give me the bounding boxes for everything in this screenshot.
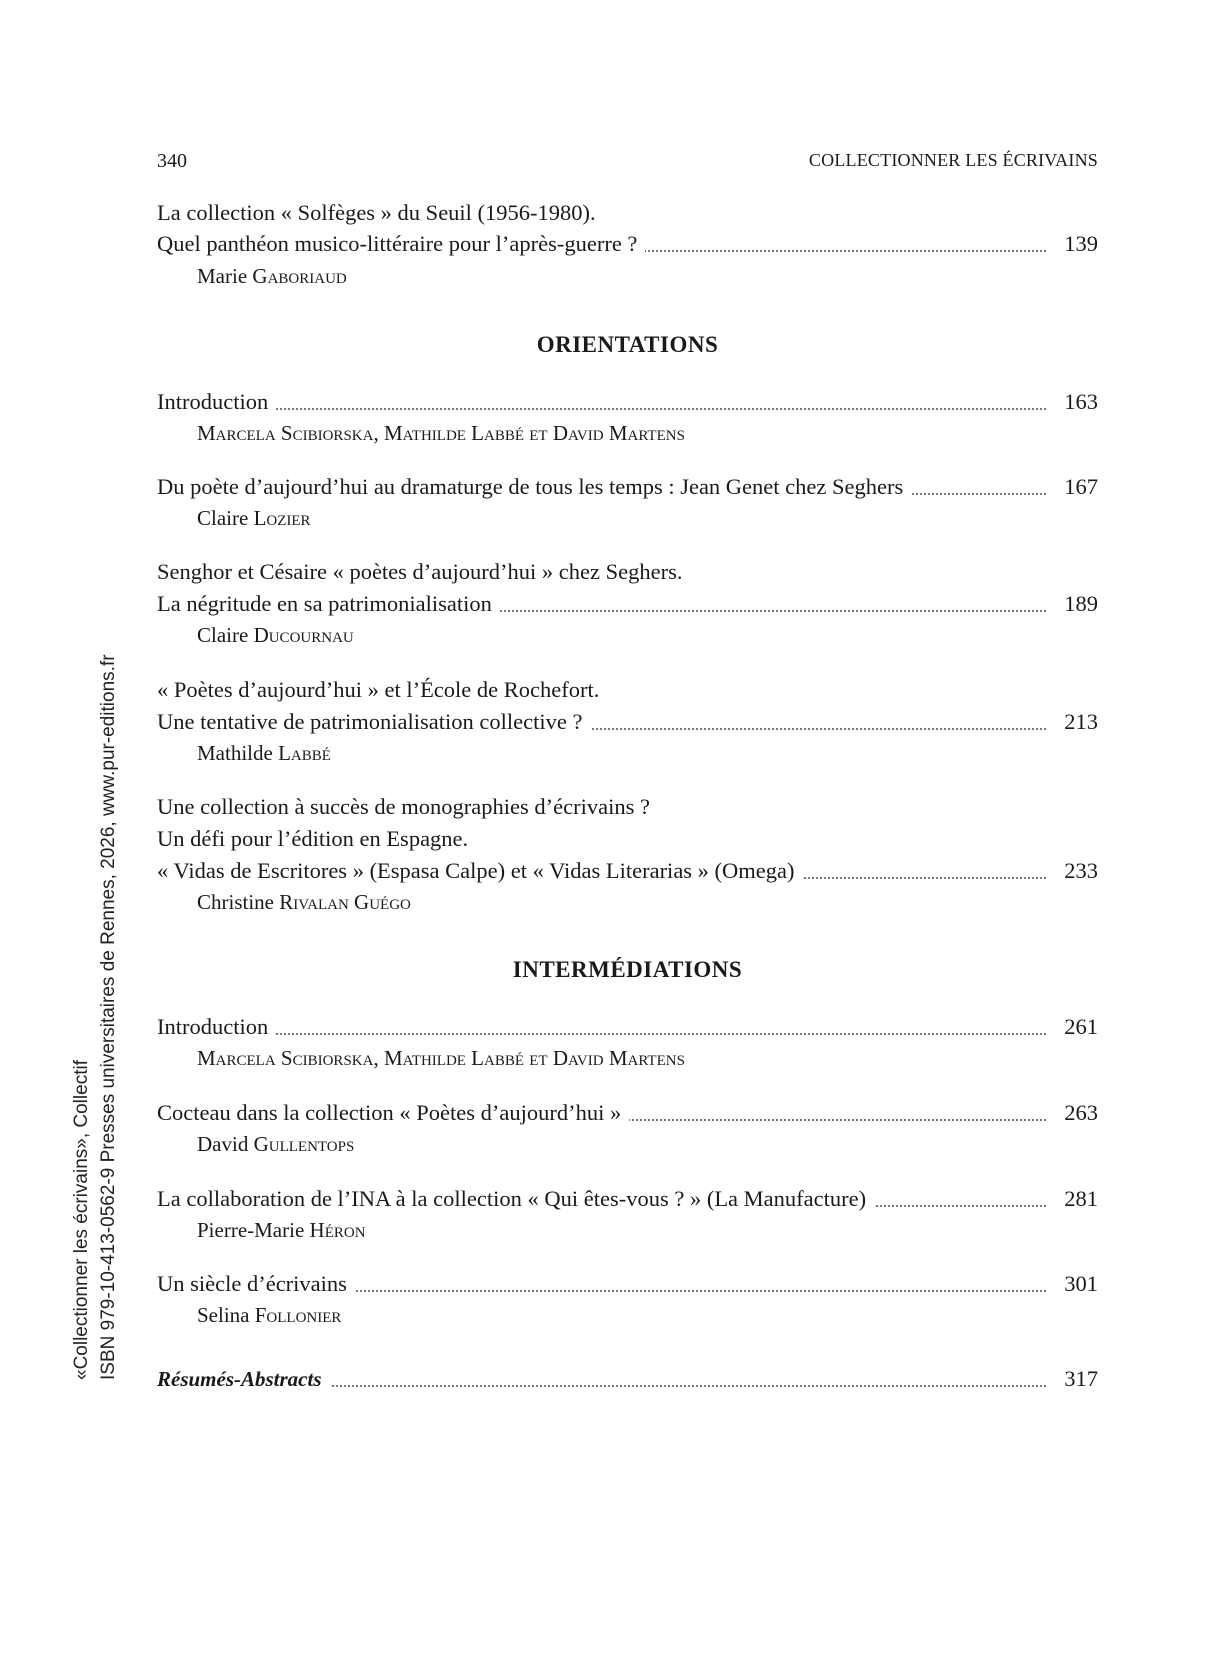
- toc-page-number: 261: [1054, 1011, 1098, 1043]
- toc-page-number: 139: [1054, 228, 1098, 260]
- toc-author: Marie Gaboriaud: [197, 264, 347, 288]
- toc-author: Christine Rivalan Guégo: [197, 890, 411, 914]
- toc-page-number: 189: [1054, 588, 1098, 620]
- toc-page-number: 163: [1054, 386, 1098, 418]
- toc-entry-senghor[interactable]: [157, 588, 1098, 620]
- toc-entry-title: Résumés-Abstracts: [157, 1363, 330, 1395]
- toc-entry-title: « Vidas de Escritores » (Espasa Calpe) et « Vidas Literarias » (Omega): [157, 855, 803, 887]
- toc-entry-resumes[interactable]: [157, 1363, 1098, 1395]
- toc-entry-rochefort[interactable]: [157, 706, 1098, 738]
- toc-entry-cocteau[interactable]: [157, 1097, 1098, 1129]
- toc-entry-solfeges[interactable]: [157, 228, 1098, 260]
- side-line-1: «Collectionner les écrivains», Collectif: [71, 1060, 92, 1380]
- toc-entry-orientations-introduction[interactable]: [157, 386, 1098, 418]
- toc-entry-genet[interactable]: [157, 471, 1098, 503]
- toc-entry-espagne-line1: Une collection à succès de monographies d’écrivains ?: [157, 794, 650, 819]
- toc-entry-title: Un siècle d’écrivains: [157, 1268, 355, 1300]
- toc-entry-title: La négritude en sa patrimonialisation: [157, 588, 500, 620]
- toc-entry-intermediations-introduction[interactable]: [157, 1011, 1098, 1043]
- toc-entry-espagne-line2: Un défi pour l’édition en Espagne.: [157, 826, 469, 851]
- toc-author: David Gullentops: [197, 1132, 355, 1156]
- toc-page-number: 281: [1054, 1183, 1098, 1215]
- toc-page-number: 233: [1054, 855, 1098, 887]
- toc-entry-espagne[interactable]: [157, 855, 1098, 887]
- toc-entry-title: Introduction: [157, 1011, 276, 1043]
- leader-dots: [157, 408, 1046, 410]
- toc-entry-title: Une tentative de patrimonialisation collective ?: [157, 706, 590, 738]
- running-header: [157, 150, 1098, 180]
- toc-entry-title: Cocteau dans la collection « Poètes d’aujourd’hui »: [157, 1097, 629, 1129]
- toc-entry-title: Introduction: [157, 386, 276, 418]
- toc-entry-senghor-line1: Senghor et Césaire « poètes d’aujourd’hui » chez Seghers.: [157, 559, 683, 584]
- toc-author: Claire Ducournau: [197, 623, 354, 647]
- toc-entry-siecle[interactable]: [157, 1268, 1098, 1300]
- page-number: 340: [157, 150, 187, 172]
- toc-author: Marcela Scibiorska, Mathilde Labbé et David Martens: [197, 1046, 685, 1070]
- toc-entry-ina[interactable]: [157, 1183, 1098, 1215]
- side-line-2: ISBN 979-10-413-0562-9 Presses universitaires de Rennes, 2026, www.pur-editions.fr: [98, 654, 119, 1380]
- toc-entry-solfeges-line1: La collection « Solfèges » du Seuil (1956-1980).: [157, 200, 596, 225]
- toc-entry-title: La collaboration de l’INA à la collection « Qui êtes-vous ? » (La Manufacture): [157, 1183, 874, 1215]
- section-heading-orientations: ORIENTATIONS: [536, 332, 719, 357]
- toc-author: Mathilde Labbé: [197, 741, 331, 765]
- toc-entry-rochefort-line1: « Poètes d’aujourd’hui » et l’École de Rochefort.: [157, 677, 600, 702]
- toc-page-number: 167: [1054, 471, 1098, 503]
- running-title: COLLECTIONNER LES ÉCRIVAINS: [808, 150, 1098, 170]
- toc-page-number: 317: [1054, 1363, 1098, 1395]
- toc-author: Selina Follonier: [197, 1303, 342, 1327]
- section-heading-intermediations: INTERMÉDIATIONS: [512, 957, 743, 982]
- toc-author: Claire Lozier: [197, 506, 311, 530]
- leader-dots: [157, 1033, 1046, 1035]
- toc-author: Pierre-Marie Héron: [197, 1218, 366, 1242]
- toc-author: Marcela Scibiorska, Mathilde Labbé et David Martens: [197, 421, 685, 445]
- toc-entry-title: Du poète d’aujourd’hui au dramaturge de tous les temps : Jean Genet chez Seghers: [157, 471, 911, 503]
- toc-page-number: 263: [1054, 1097, 1098, 1129]
- toc-page-number: 213: [1054, 706, 1098, 738]
- side-copyright-notice: [68, 480, 148, 1380]
- toc-entry-title: Quel panthéon musico-littéraire pour l’après-guerre ?: [157, 228, 645, 260]
- toc-page-number: 301: [1054, 1268, 1098, 1300]
